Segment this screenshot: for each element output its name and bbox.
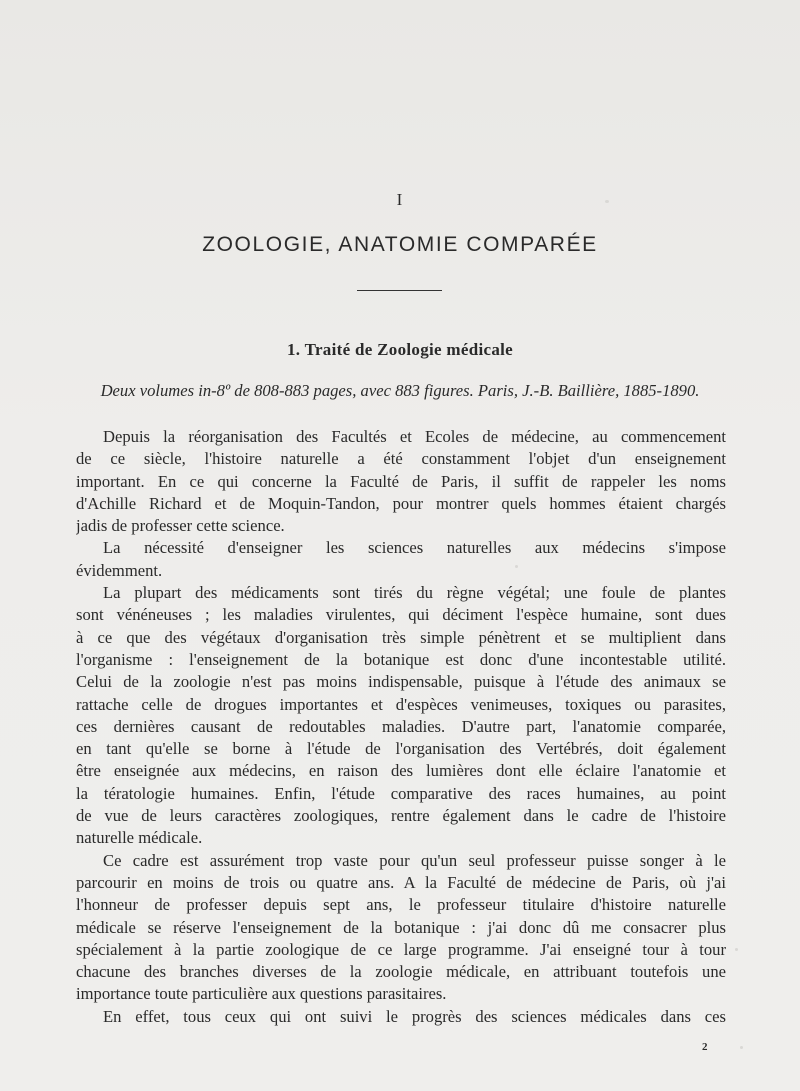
text-line: rattache celle de drogues importantes et d'espèces venimeuses, toxiques ou parasites,	[76, 694, 726, 714]
text-line: la tératologie humaines. Enfin, l'étude comparative des races humaines, au point	[76, 783, 726, 803]
item-title: 1. Traité de Zoologie médicale	[286, 340, 514, 359]
text-line: évidemment.	[76, 560, 163, 580]
text-line: ces dernières causant de redoutables maladies. D'autre part, l'anatomie comparée,	[76, 716, 726, 736]
text-line: l'organisme : l'enseignement de la botanique est donc d'une incontestable utilité.	[76, 649, 726, 669]
paper-stain	[740, 1046, 743, 1049]
text-line: Celui de la zoologie n'est pas moins indispensable, puisque à l'étude des animaux se	[76, 672, 726, 692]
text-line: l'honneur de professer depuis sept ans, le professeur titulaire d'histoire naturelle	[76, 895, 726, 915]
text-line: naturelle médicale.	[76, 828, 203, 848]
text-line: d'Achille Richard et de Moquin-Tandon, pour montrer quels hommes étaient chargés	[76, 493, 726, 513]
text-line: de vue de leurs caractères zoologiques, rentre également dans le cadre de l'histoire	[76, 806, 726, 826]
text-line: jadis de professer cette science.	[76, 516, 285, 536]
text-line: La plupart des médicaments sont tirés du règne végétal; une foule de plantes	[103, 583, 726, 603]
text-line: spécialement à la partie zoologique de ce large programme. J'ai enseigné tour à tour	[76, 939, 726, 959]
text-line: En effet, tous ceux qui ont suivi le progrès des sciences médicales dans ces	[103, 1006, 726, 1026]
text-line: à ce que des végétaux d'organisation très simple pénètrent et se multiplient dans	[76, 627, 726, 647]
text-line: en tant qu'elle se borne à l'étude de l'organisation des Vertébrés, doit également	[76, 739, 726, 759]
title-divider	[357, 290, 442, 291]
text-line: importance toute particulière aux questions parasitaires.	[76, 984, 447, 1004]
text-line: de ce siècle, l'histoire naturelle a été constamment l'objet d'un enseignement	[76, 449, 726, 469]
text-line: important. En ce qui concerne la Faculté de Paris, il suffit de rappeler les noms	[76, 471, 726, 491]
chapter-title: ZOOLOGIE, ANATOMIE COMPARÉE	[202, 233, 598, 256]
section-number: I	[396, 190, 404, 209]
paper-stain	[735, 948, 738, 951]
text-line: parcourir en moins de trois ou quatre ans. A la Faculté de médecine de Paris, où j'ai	[76, 872, 726, 892]
page-number: 2	[702, 1041, 708, 1053]
text-line: être enseignée aux médecins, en raison des lumières dont elle éclaire l'anatomie et	[76, 761, 726, 781]
text-line: sont vénéneuses ; les maladies virulentes, qui déciment l'espèce humaine, sont dues	[76, 605, 726, 625]
text-line: médicale se réserve l'enseignement de la botanique : j'ai donc dû me consacrer plus	[76, 917, 726, 937]
text-line: La nécessité d'enseigner les sciences naturelles aux médecins s'impose	[103, 538, 726, 558]
publication-info: Deux volumes in-8º de 808-883 pages, avec 883 figures. Paris, J.-B. Baillière, 1885-1890.	[100, 381, 700, 400]
text-line: chacune des branches diverses de la zoologie médicale, en attribuant toutefois une	[76, 962, 726, 982]
text-line: Ce cadre est assurément trop vaste pour qu'un seul professeur puisse songer à le	[103, 850, 726, 870]
body-text	[76, 426, 726, 1028]
text-line: Depuis la réorganisation des Facultés et Ecoles de médecine, au commencement	[103, 427, 726, 446]
